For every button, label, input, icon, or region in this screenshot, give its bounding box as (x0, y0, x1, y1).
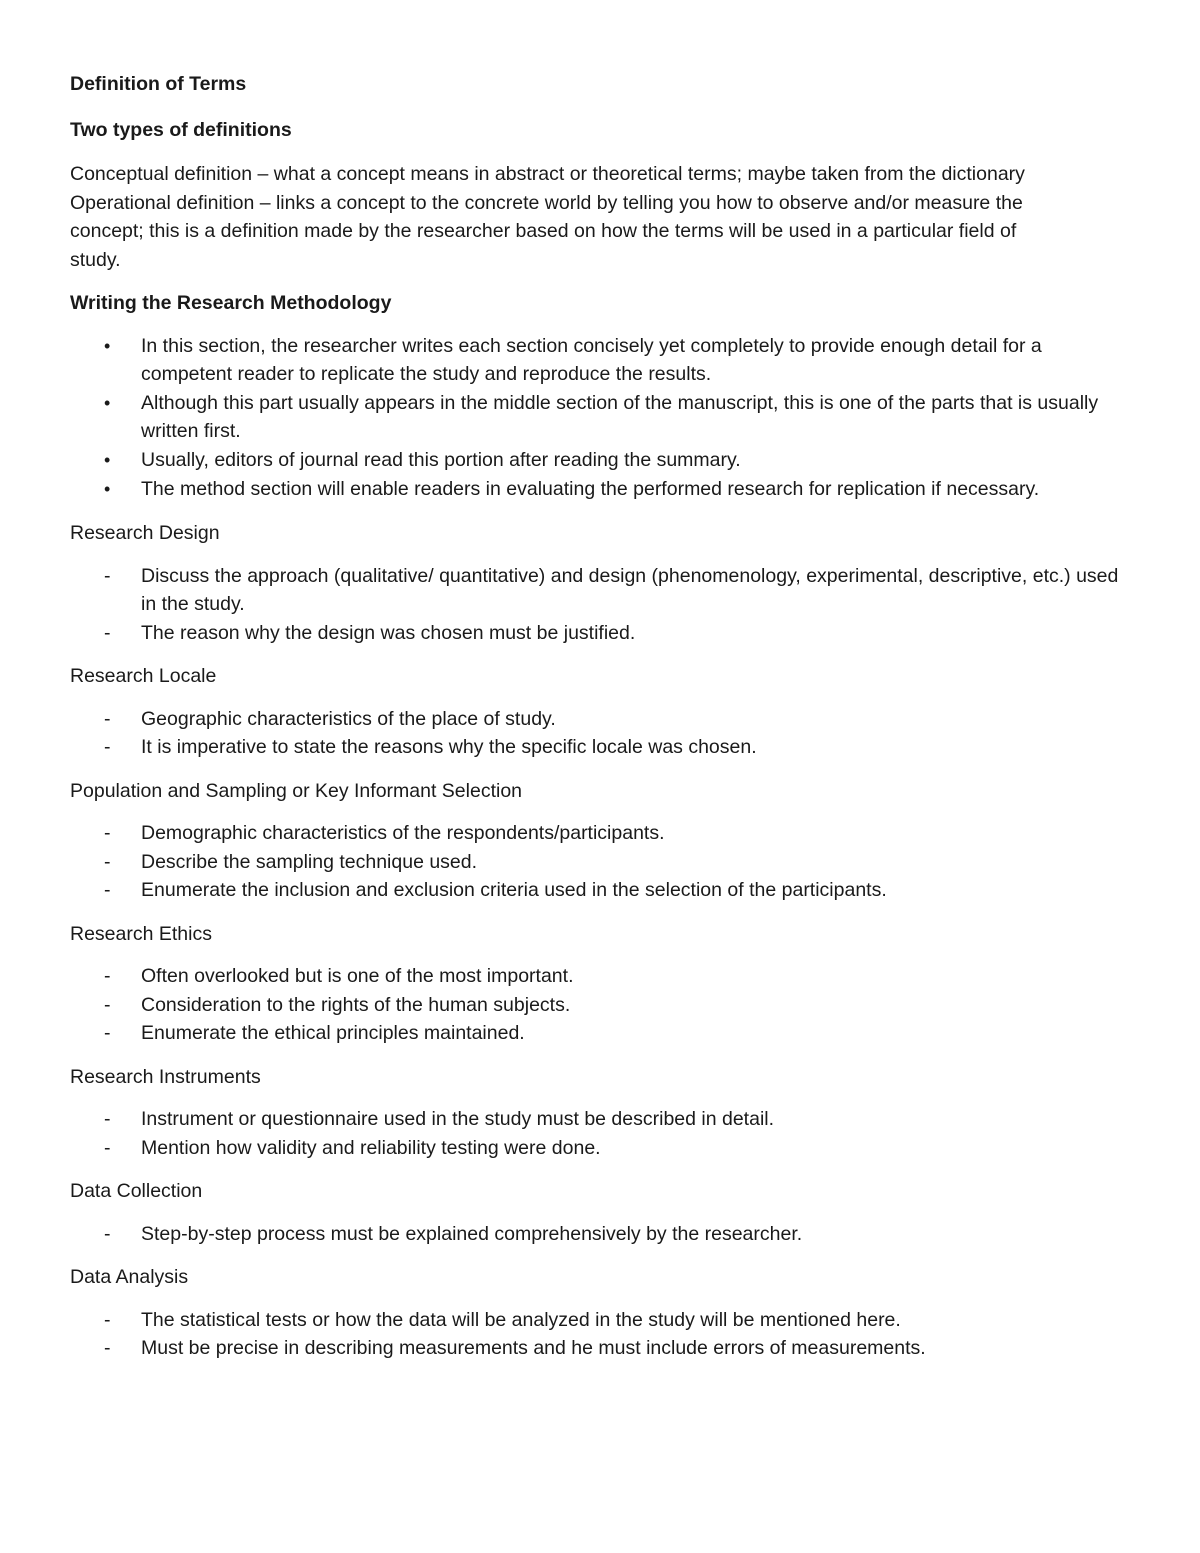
dash-icon: - (104, 822, 111, 844)
list-item-text: The method section will enable readers in evaluating the performed research for replication if necessary. (141, 478, 1040, 500)
methodology-heading: Writing the Research Methodology (70, 292, 392, 314)
bullet-icon: • (104, 479, 111, 499)
dash-icon: - (104, 707, 111, 730)
list-item-text: Discuss the approach (qualitative/ quantitative) and design (phenomenology, experimental, descriptive, etc.) used in the study. (141, 564, 1119, 615)
data-collection-list (70, 1220, 1130, 1249)
data-analysis-list (70, 1306, 1130, 1363)
bullet-icon: • (104, 449, 111, 470)
list-item (70, 991, 1130, 1020)
research-locale-heading: Research Locale (70, 665, 217, 687)
methodology-bullet-list (70, 332, 1130, 505)
list-item-text: Step-by-step process must be explained comprehensively by the researcher. (141, 1222, 803, 1245)
dash-icon: - (104, 564, 111, 587)
dash-icon: - (104, 879, 111, 901)
list-item (70, 1306, 1130, 1335)
list-item (70, 876, 1130, 905)
list-item (70, 474, 1130, 504)
data-analysis-heading: Data Analysis (70, 1266, 189, 1288)
list-item-text: It is imperative to state the reasons why the specific locale was chosen. (141, 736, 757, 758)
list-item-text: Although this part usually appears in the middle section of the manuscript, this is one of the parts that is usually written first. (141, 391, 1099, 442)
population-sampling-list (70, 819, 1130, 905)
dash-icon: - (104, 993, 111, 1016)
list-item (70, 848, 1130, 877)
dash-icon: - (104, 1136, 111, 1159)
dash-icon: - (104, 1222, 111, 1245)
list-item-text: Enumerate the ethical principles maintained. (141, 1022, 525, 1044)
research-design-heading: Research Design (70, 522, 220, 544)
document-title: Definition of Terms (70, 73, 247, 95)
bullet-icon: • (104, 392, 111, 413)
research-instruments-heading: Research Instruments (70, 1065, 261, 1088)
definitions-paragraph (70, 160, 1130, 274)
list-item (70, 389, 1130, 446)
dash-icon: - (104, 736, 111, 758)
list-item-text: Instrument or questionnaire used in the study must be described in detail. (141, 1108, 775, 1130)
list-item-text: Demographic characteristics of the respondents/participants. (141, 822, 665, 844)
list-item-text: Describe the sampling technique used. (141, 850, 478, 873)
list-item (70, 1334, 1130, 1363)
list-item (70, 962, 1130, 991)
dash-icon: - (104, 965, 111, 987)
list-item (70, 819, 1130, 848)
dash-icon: - (104, 1108, 111, 1130)
list-item (70, 1105, 1130, 1134)
dash-icon: - (104, 1308, 111, 1331)
list-item-text: The reason why the design was chosen must be justified. (141, 621, 636, 644)
operational-definition-line-2: concept; this is a definition made by the researcher based on how the terms will be used in a particular field of (70, 220, 1017, 242)
population-sampling-heading: Population and Sampling or Key Informant Selection (70, 779, 523, 802)
list-item-text: Consideration to the rights of the human subjects. (141, 993, 571, 1016)
list-item (70, 733, 1130, 762)
dash-icon: - (104, 621, 111, 644)
dash-icon: - (104, 850, 111, 873)
list-item (70, 446, 1130, 475)
research-design-list (70, 562, 1130, 648)
list-item (70, 562, 1130, 619)
list-item-text: Usually, editors of journal read this portion after reading the summary. (141, 448, 741, 471)
list-item-text: In this section, the researcher writes each section concisely yet completely to provide enough detail for a competent reader to replicate the study and reproduce the results. (141, 334, 1042, 385)
data-collection-heading: Data Collection (70, 1180, 203, 1202)
operational-definition-line-3: study. (70, 248, 121, 271)
research-locale-list (70, 705, 1130, 762)
list-item (70, 1220, 1130, 1249)
research-instruments-list (70, 1105, 1130, 1162)
list-item (70, 332, 1130, 389)
conceptual-definition: Conceptual definition – what a concept means in abstract or theoretical terms; maybe taken from the dictionary (70, 163, 1025, 185)
list-item (70, 619, 1130, 648)
research-ethics-list (70, 962, 1130, 1048)
dash-icon: - (104, 1022, 111, 1044)
list-item-text: Geographic characteristics of the place of study. (141, 707, 556, 730)
list-item-text: Often overlooked but is one of the most important. (141, 965, 574, 987)
list-item-text: Must be precise in describing measurements and he must include errors of measurements. (141, 1337, 926, 1359)
operational-definition-line-1: Operational definition – links a concept to the concrete world by telling you how to observe and/or measure the (70, 191, 1023, 214)
bullet-icon: • (104, 335, 111, 356)
research-ethics-heading: Research Ethics (70, 922, 212, 945)
list-item-text: The statistical tests or how the data will be analyzed in the study will be mentioned here. (141, 1308, 901, 1331)
list-item-text: Enumerate the inclusion and exclusion criteria used in the selection of the participants. (141, 879, 887, 901)
list-item (70, 1134, 1130, 1163)
document-subtitle: Two types of definitions (70, 118, 292, 141)
list-item-text: Mention how validity and reliability testing were done. (141, 1136, 601, 1159)
list-item (70, 705, 1130, 734)
dash-icon: - (104, 1337, 111, 1359)
list-item (70, 1019, 1130, 1048)
